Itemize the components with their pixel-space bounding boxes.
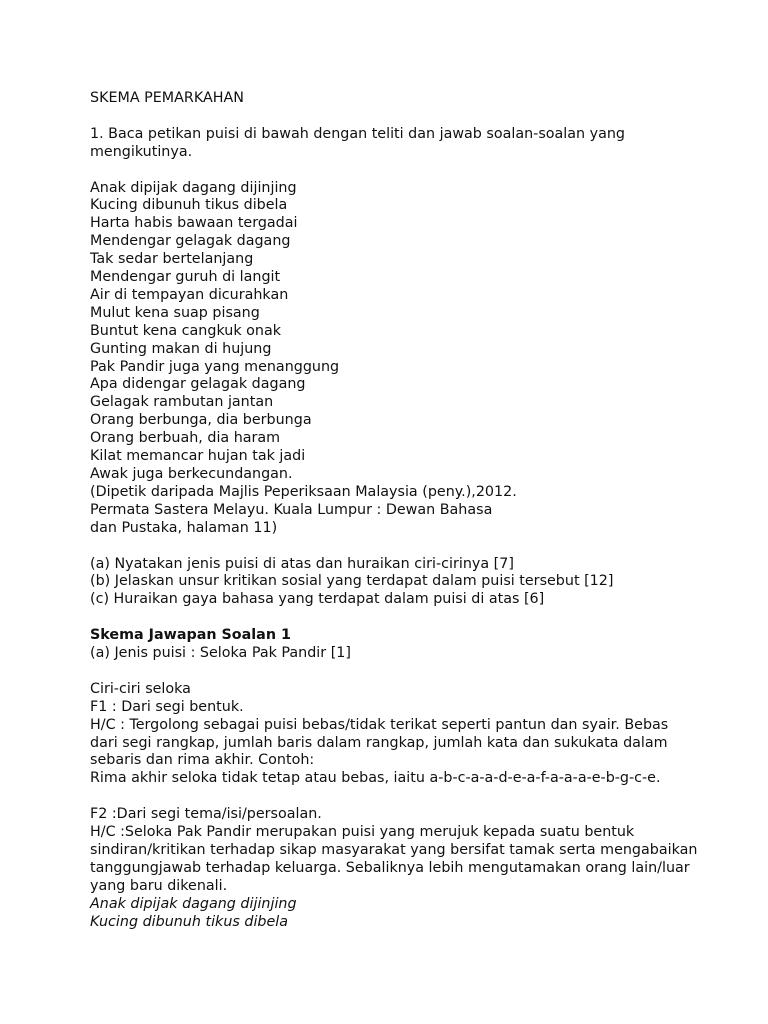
- feature-line: F1 : Dari segi bentuk.: [90, 698, 244, 715]
- feature-line: dari segi rangkap, jumlah baris dalam rangkap, jumlah kata dan sukukata dalam: [90, 734, 668, 751]
- sub-questions: [90, 556, 750, 610]
- poem-line: Kilat memancar hujan tak jadi: [90, 448, 306, 465]
- features-heading: Ciri-ciri seloka: [90, 680, 191, 697]
- feature-line: sebaris dan rima akhir. Contoh:: [90, 752, 315, 769]
- poem-line: Gunting makan di hujung: [90, 340, 272, 357]
- feature-line: Rima akhir seloka tidak tetap atau bebas, iaitu a-b-c-a-a-d-e-a-f-a-a-a-e-b-g-c-e.: [90, 770, 661, 787]
- feature-f2: [90, 806, 750, 896]
- poem-line: Buntut kena cangkuk onak: [90, 322, 282, 339]
- poem-line: Anak dipijak dagang dijinjing: [90, 179, 297, 196]
- poem-line: Apa didengar gelagak dagang: [90, 376, 306, 393]
- poem-line: Air di tempayan dicurahkan: [90, 286, 289, 303]
- answer-heading: Skema Jawapan Soalan 1: [90, 627, 291, 644]
- poem-block: [90, 180, 750, 538]
- poem-source-line: dan Pustaka, halaman 11): [90, 519, 278, 536]
- sub-question-c: (c) Huraikan gaya bahasa yang terdapat dalam puisi di atas [6]: [90, 591, 545, 608]
- document-title: SKEMA PEMARKAHAN: [90, 90, 244, 106]
- feature-line: yang baru dikenali.: [90, 877, 228, 894]
- poem-line: Tak sedar bertelanjang: [90, 251, 254, 268]
- poem-line: Orang berbuah, dia haram: [90, 430, 281, 447]
- sub-question-a: (a) Nyatakan jenis puisi di atas dan huraikan ciri-cirinya [7]: [90, 555, 514, 572]
- question-line: 1. Baca petikan puisi di bawah dengan teliti dan jawab soalan-soalan yang: [90, 125, 625, 142]
- feature-line: tanggungjawab terhadap keluarga. Sebaliknya lebih mengutamakan orang lain/luar: [90, 859, 690, 876]
- example-line: Kucing dibunuh tikus dibela: [90, 913, 289, 930]
- example-quote: [90, 896, 750, 932]
- poem-source-line: (Dipetik daripada Majlis Peperiksaan Malaysia (peny.),2012.: [90, 483, 517, 500]
- poem-line: Mulut kena suap pisang: [90, 304, 260, 321]
- document-page: [90, 90, 750, 932]
- poem-source-line: Permata Sastera Melayu. Kuala Lumpur : Dewan Bahasa: [90, 501, 493, 518]
- poem-line: Orang berbunga, dia berbunga: [90, 412, 312, 429]
- poem-line: Awak juga berkecundangan.: [90, 466, 293, 482]
- poem-line: Mendengar guruh di langit: [90, 269, 281, 286]
- poem-line: Mendengar gelagak dagang: [90, 233, 291, 250]
- poem-line: Pak Pandir juga yang menanggung: [90, 358, 340, 375]
- feature-line: H/C :Seloka Pak Pandir merupakan puisi yang merujuk kepada suatu bentuk: [90, 824, 635, 841]
- sub-question-b: (b) Jelaskan unsur kritikan sosial yang terdapat dalam puisi tersebut [12]: [90, 573, 614, 590]
- poem-line: Harta habis bawaan tergadai: [90, 215, 298, 232]
- feature-line: sindiran/kritikan terhadap sikap masyarakat yang bersifat tamak serta mengabaikan: [90, 841, 698, 858]
- example-line: Anak dipijak dagang dijinjing: [90, 895, 297, 912]
- question-line: mengikutinya.: [90, 143, 193, 160]
- poem-line: Gelagak rambutan jantan: [90, 394, 274, 411]
- answer-a: (a) Jenis puisi : Seloka Pak Pandir [1]: [90, 645, 351, 662]
- question-instruction: [90, 126, 750, 162]
- poem-line: Kucing dibunuh tikus dibela: [90, 197, 288, 214]
- feature-f1: [90, 699, 750, 789]
- feature-line: H/C : Tergolong sebagai puisi bebas/tidak terikat seperti pantun dan syair. Bebas: [90, 716, 669, 733]
- feature-line: F2 :Dari segi tema/isi/persoalan.: [90, 806, 322, 823]
